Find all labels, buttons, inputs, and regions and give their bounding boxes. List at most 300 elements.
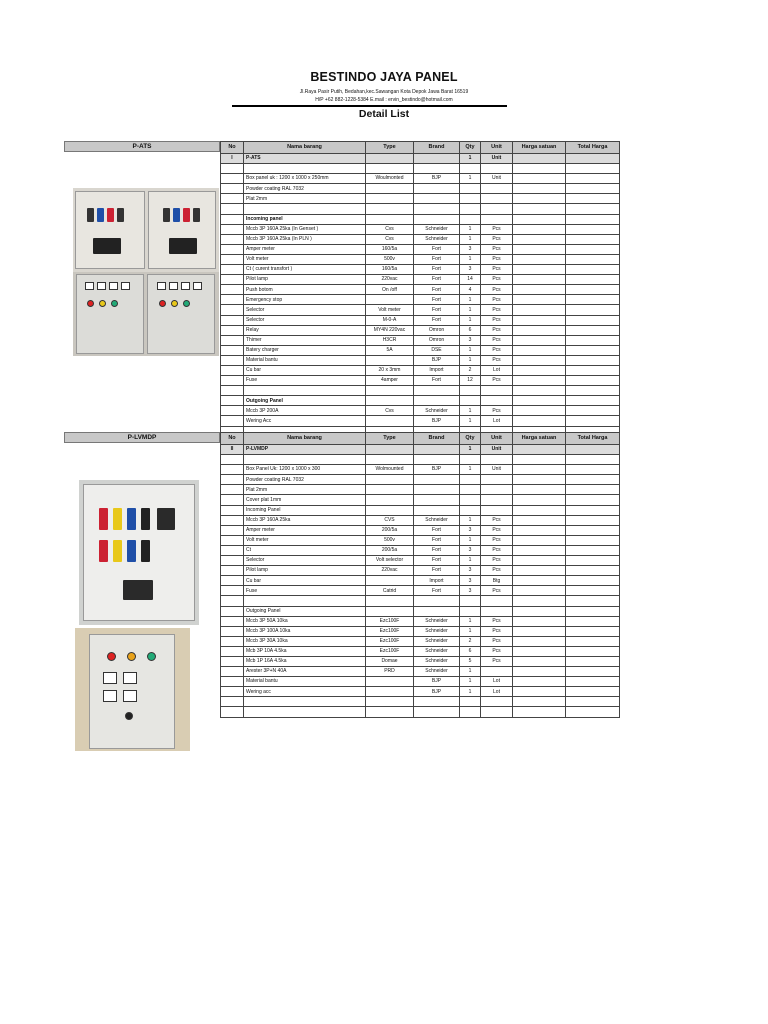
table-cell: Schneider — [414, 224, 460, 234]
table-cell — [221, 174, 244, 184]
table-cell: 1 — [460, 535, 481, 545]
table-cell: Fort — [414, 265, 460, 275]
table-cell — [221, 396, 244, 406]
table-cell — [513, 194, 566, 204]
table-cell — [481, 707, 513, 717]
table-cell — [221, 386, 244, 396]
column-header: Nama barang — [244, 433, 366, 445]
table-cell — [566, 495, 620, 505]
table-cell: 1 — [460, 465, 481, 475]
table-cell: Mccb 3P 100A 10ka — [244, 626, 366, 636]
table-cell — [221, 566, 244, 576]
table-cell — [566, 234, 620, 244]
table-row — [221, 365, 620, 375]
section-label-p-ats: P-ATS — [64, 141, 220, 152]
table-cell — [460, 596, 481, 606]
table-row — [221, 576, 620, 586]
table-cell: 3 — [460, 586, 481, 596]
table-cell: Schneider — [414, 234, 460, 244]
table-cell — [221, 475, 244, 485]
table-cell: Import — [414, 576, 460, 586]
table-cell — [513, 455, 566, 465]
table-cell — [481, 606, 513, 616]
table-cell — [460, 606, 481, 616]
table-cell — [366, 154, 414, 164]
table-cell: Pcs — [481, 295, 513, 305]
table-cell — [481, 596, 513, 606]
table-cell — [566, 545, 620, 555]
table-cell: Pcs — [481, 345, 513, 355]
table-cell — [221, 406, 244, 416]
panel-photo-ats-interior — [73, 188, 219, 272]
table-cell — [566, 576, 620, 586]
table-cell — [460, 204, 481, 214]
table-cell: 1 — [460, 556, 481, 566]
table-cell: Pcs — [481, 376, 513, 386]
table-cell — [221, 355, 244, 365]
table-cell: Catrid — [366, 586, 414, 596]
table-cell — [566, 455, 620, 465]
table-cell — [366, 214, 414, 224]
table-cell: Amper meter — [244, 244, 366, 254]
table-cell: P-LVMDP — [244, 445, 366, 455]
table-cell — [566, 224, 620, 234]
table-cell — [513, 697, 566, 707]
table-cell: Pcs — [481, 525, 513, 535]
table-cell: Ezc100F — [366, 626, 414, 636]
table-row — [221, 677, 620, 687]
table-cell — [513, 285, 566, 295]
table-cell: Pcs — [481, 646, 513, 656]
table-cell — [366, 164, 414, 174]
table-row — [221, 697, 620, 707]
table-row — [221, 164, 620, 174]
table-row — [221, 305, 620, 315]
column-header: Qty — [460, 142, 481, 154]
table-cell — [414, 386, 460, 396]
table-cell — [566, 697, 620, 707]
table-cell — [481, 455, 513, 465]
table-cell: M-0-A — [366, 315, 414, 325]
column-header: No — [221, 142, 244, 154]
table-cell — [513, 656, 566, 666]
table-row — [221, 687, 620, 697]
table-cell — [513, 355, 566, 365]
table-row — [221, 275, 620, 285]
table-cell: 1 — [460, 345, 481, 355]
table-cell — [513, 535, 566, 545]
table-cell: 1 — [460, 445, 481, 455]
table-header-row — [221, 142, 620, 154]
table-cell: Box Panel Uk: 1200 x 1000 x 300 — [244, 465, 366, 475]
table-row — [221, 265, 620, 275]
table-cell — [566, 254, 620, 264]
table-row — [221, 566, 620, 576]
table-cell — [221, 495, 244, 505]
table-cell — [221, 606, 244, 616]
table-row — [221, 376, 620, 386]
table-cell — [481, 204, 513, 214]
column-header: Brand — [414, 142, 460, 154]
table-cell — [513, 485, 566, 495]
table-cell — [221, 325, 244, 335]
table-row — [221, 616, 620, 626]
table-cell: Cvs — [366, 406, 414, 416]
table-cell — [566, 275, 620, 285]
table-cell — [481, 184, 513, 194]
table-cell: 220vac — [366, 275, 414, 285]
table-cell — [221, 455, 244, 465]
table-cell — [221, 234, 244, 244]
table-cell — [513, 515, 566, 525]
table-cell — [366, 445, 414, 455]
table-cell: Omron — [414, 335, 460, 345]
table-cell — [366, 576, 414, 586]
table-cell — [221, 335, 244, 345]
table-cell — [460, 386, 481, 396]
table-cell — [460, 455, 481, 465]
table-cell — [481, 485, 513, 495]
panel-photo-lvmdp-front — [75, 628, 190, 751]
table-cell: 20 x 3mm — [366, 365, 414, 375]
table-cell: Fort — [414, 244, 460, 254]
table-row — [221, 525, 620, 535]
table-cell: Fort — [414, 315, 460, 325]
table-cell: Volt selector — [366, 556, 414, 566]
section-row — [221, 154, 620, 164]
table-cell: Powder coating RAL 7032 — [244, 184, 366, 194]
table-cell: Omron — [414, 325, 460, 335]
table-cell: Pcs — [481, 535, 513, 545]
table-cell: Pcs — [481, 556, 513, 566]
section-row — [221, 445, 620, 455]
table-cell — [566, 335, 620, 345]
table-cell: 6 — [460, 325, 481, 335]
table-cell: Outgoing Panel — [244, 606, 366, 616]
table-cell: 4amper — [366, 376, 414, 386]
table-row — [221, 325, 620, 335]
table-cell — [414, 154, 460, 164]
table-cell: 1 — [460, 406, 481, 416]
table-cell — [513, 586, 566, 596]
table-cell — [366, 485, 414, 495]
table-cell: Mcb 1P 16A 4.5ka — [244, 656, 366, 666]
table-cell — [566, 184, 620, 194]
table-cell — [414, 455, 460, 465]
table-cell: Cu bar — [244, 365, 366, 375]
table-cell — [566, 406, 620, 416]
table-cell: 5 — [460, 656, 481, 666]
table-cell: On /off — [366, 285, 414, 295]
table-cell: Pcs — [481, 224, 513, 234]
table-cell: 1 — [460, 616, 481, 626]
table-cell: 3 — [460, 545, 481, 555]
table-cell — [566, 535, 620, 545]
table-cell: Mccb 3P 160A 25ka — [244, 515, 366, 525]
table-cell — [221, 616, 244, 626]
table-cell — [566, 244, 620, 254]
table-cell: Ezc100F — [366, 616, 414, 626]
table-cell: Pcs — [481, 335, 513, 345]
table-cell — [566, 376, 620, 386]
table-cell: Plat 2mm — [244, 194, 366, 204]
table-cell — [366, 677, 414, 687]
table-cell — [366, 505, 414, 515]
table-cell: Lot — [481, 416, 513, 426]
table-cell — [481, 396, 513, 406]
table-cell — [414, 396, 460, 406]
table-cell — [221, 515, 244, 525]
table-cell — [566, 616, 620, 626]
table-cell: 220vac — [366, 566, 414, 576]
column-header: Harga satuan — [513, 433, 566, 445]
table-cell — [481, 194, 513, 204]
table-cell — [513, 566, 566, 576]
table-cell — [221, 545, 244, 555]
table-cell: Incoming panel — [244, 214, 366, 224]
table-cell — [513, 525, 566, 535]
table-cell — [460, 194, 481, 204]
table-cell — [513, 606, 566, 616]
table-cell: Pcs — [481, 616, 513, 626]
table-cell — [414, 707, 460, 717]
table-cell — [221, 465, 244, 475]
table-cell — [460, 505, 481, 515]
table-cell — [513, 214, 566, 224]
table-cell — [366, 687, 414, 697]
table-cell: Incoming Panel — [244, 505, 366, 515]
table-cell — [513, 616, 566, 626]
header-rule — [232, 105, 507, 107]
table-row — [221, 406, 620, 416]
table-row — [221, 184, 620, 194]
column-header: No — [221, 433, 244, 445]
table-cell — [566, 505, 620, 515]
table-cell: Cvs — [366, 224, 414, 234]
table-row — [221, 626, 620, 636]
table-cell — [513, 184, 566, 194]
table-cell — [221, 376, 244, 386]
table-cell: Mccb 3P 160A 25ka (In Genset ) — [244, 224, 366, 234]
table-cell — [513, 545, 566, 555]
table-cell: 12 — [460, 376, 481, 386]
table-cell — [414, 164, 460, 174]
table-row — [221, 646, 620, 656]
table-cell — [221, 596, 244, 606]
column-header: Total Harga — [566, 142, 620, 154]
table-row — [221, 335, 620, 345]
table-cell — [414, 184, 460, 194]
table-cell: Pilot lamp — [244, 566, 366, 576]
table-cell: Schneider — [414, 616, 460, 626]
table-cell: Schneider — [414, 626, 460, 636]
table-cell — [221, 285, 244, 295]
table-cell — [481, 475, 513, 485]
table-row — [221, 505, 620, 515]
table-cell: Lot — [481, 677, 513, 687]
table-cell — [566, 586, 620, 596]
table-cell: MY4N 220vac — [366, 325, 414, 335]
table-cell — [513, 465, 566, 475]
table-cell: Unit — [481, 174, 513, 184]
table-cell — [366, 416, 414, 426]
table-cell — [513, 265, 566, 275]
table-cell — [221, 697, 244, 707]
table-cell — [366, 495, 414, 505]
table-cell — [460, 396, 481, 406]
table-cell — [414, 606, 460, 616]
table-cell — [366, 707, 414, 717]
table-cell — [414, 697, 460, 707]
table-cell — [366, 396, 414, 406]
table-cell: 3 — [460, 576, 481, 586]
table-header-row — [221, 433, 620, 445]
table-cell: P-ATS — [244, 154, 366, 164]
table-p-lvmdp — [220, 432, 620, 718]
table-cell: Wering acc — [244, 687, 366, 697]
table-cell: Mccb 3P 30A 10ka — [244, 636, 366, 646]
table-cell: Pcs — [481, 285, 513, 295]
table-row — [221, 515, 620, 525]
table-row — [221, 545, 620, 555]
table-cell: Pcs — [481, 234, 513, 244]
table-cell — [513, 386, 566, 396]
table-cell — [513, 495, 566, 505]
table-cell — [566, 656, 620, 666]
table-cell — [566, 295, 620, 305]
table-cell: 160/5a — [366, 265, 414, 275]
table-cell — [566, 626, 620, 636]
table-cell — [221, 677, 244, 687]
table-cell: Emergency stop — [244, 295, 366, 305]
table-cell — [566, 355, 620, 365]
table-cell — [221, 687, 244, 697]
table-cell: CVS — [366, 515, 414, 525]
table-cell: Schneider — [414, 667, 460, 677]
table-cell — [244, 455, 366, 465]
table-cell: Fort — [414, 545, 460, 555]
table-cell — [414, 495, 460, 505]
table-cell — [244, 707, 366, 717]
table-cell: 200/5a — [366, 525, 414, 535]
table-cell — [221, 204, 244, 214]
section-label-p-lvmdp: P-LVMDP — [64, 432, 220, 443]
table-cell: 1 — [460, 315, 481, 325]
table-cell: Powder coating RAL 7032 — [244, 475, 366, 485]
table-cell: 4 — [460, 285, 481, 295]
table-cell: BJP — [414, 687, 460, 697]
table-cell — [221, 315, 244, 325]
table-cell: Box panel uk : 1200 x 1000 x 250mm — [244, 174, 366, 184]
table-cell — [481, 214, 513, 224]
table-cell: Schneider — [414, 636, 460, 646]
table-cell: Pcs — [481, 275, 513, 285]
table-cell — [513, 204, 566, 214]
table-cell: Volt meter — [244, 535, 366, 545]
table-cell — [566, 396, 620, 406]
table-cell: Pcs — [481, 244, 513, 254]
table-cell — [460, 475, 481, 485]
table-row — [221, 174, 620, 184]
table-cell — [221, 656, 244, 666]
table-cell: Plat 2mm — [244, 485, 366, 495]
table-cell — [221, 224, 244, 234]
table-row — [221, 386, 620, 396]
table-cell — [221, 707, 244, 717]
table-cell — [221, 295, 244, 305]
table-cell: 1 — [460, 667, 481, 677]
table-cell: Ezc100F — [366, 646, 414, 656]
table-cell — [513, 406, 566, 416]
table-cell — [513, 305, 566, 315]
table-cell: Outgoing Panel — [244, 396, 366, 406]
table-row — [221, 355, 620, 365]
table-row — [221, 667, 620, 677]
table-cell — [414, 475, 460, 485]
table-cell — [244, 386, 366, 396]
table-cell — [566, 154, 620, 164]
table-cell: Import — [414, 365, 460, 375]
table-row — [221, 295, 620, 305]
table-cell: Pcs — [481, 254, 513, 264]
table-cell: Fort — [414, 556, 460, 566]
table-cell: 1 — [460, 677, 481, 687]
table-cell — [414, 204, 460, 214]
table-cell: Volt meter — [244, 254, 366, 264]
table-cell — [244, 697, 366, 707]
table-cell: 1 — [460, 174, 481, 184]
table-cell — [566, 525, 620, 535]
table-cell — [566, 164, 620, 174]
table-cell — [566, 707, 620, 717]
table-cell: Btg — [481, 576, 513, 586]
table-cell — [566, 445, 620, 455]
table-cell — [481, 505, 513, 515]
table-cell: Push botom — [244, 285, 366, 295]
table-cell — [414, 214, 460, 224]
column-header: Harga satuan — [513, 142, 566, 154]
table-cell — [221, 556, 244, 566]
table-cell: Pcs — [481, 636, 513, 646]
table-cell: Amper meter — [244, 525, 366, 535]
table-cell — [513, 667, 566, 677]
table-cell — [460, 164, 481, 174]
table-cell — [414, 445, 460, 455]
table-cell: 3 — [460, 335, 481, 345]
table-row — [221, 224, 620, 234]
table-cell: 1 — [460, 515, 481, 525]
table-cell — [513, 365, 566, 375]
column-header: Unit — [481, 433, 513, 445]
table-cell — [566, 416, 620, 426]
table-cell — [513, 445, 566, 455]
document-title: Detail List — [358, 108, 410, 120]
table-cell — [460, 495, 481, 505]
table-cell: Material bantu — [244, 355, 366, 365]
table-p-ats — [220, 141, 620, 437]
table-cell: Wering Acc — [244, 416, 366, 426]
table-cell — [513, 164, 566, 174]
table-cell: 500v — [366, 535, 414, 545]
table-cell — [366, 194, 414, 204]
table-cell — [513, 335, 566, 345]
table-row — [221, 455, 620, 465]
table-cell: Ct — [244, 545, 366, 555]
table-cell — [221, 275, 244, 285]
table-cell: 3 — [460, 244, 481, 254]
table-cell — [566, 515, 620, 525]
table-cell: Fort — [414, 376, 460, 386]
